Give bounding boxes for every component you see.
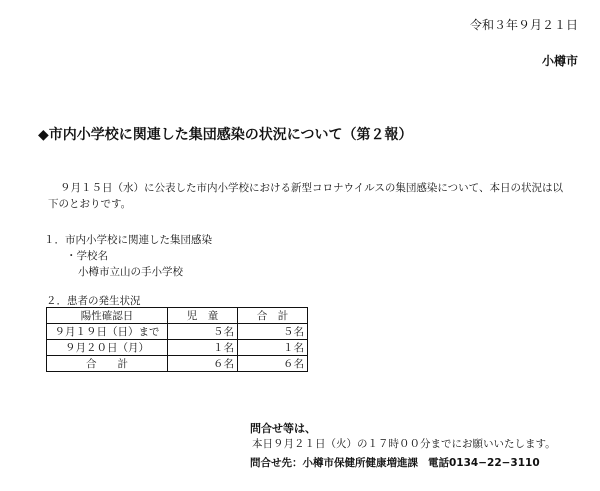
issuing-organization: 小樽市: [541, 54, 578, 68]
total-sum: ６名: [238, 356, 308, 372]
row-students: ５名: [168, 324, 238, 340]
total-label: 合 計: [47, 356, 168, 372]
row-date: ９月１９日（日）まで: [47, 324, 168, 340]
contact-label: 問合せ先：小樽市保健所健康増進課: [250, 457, 418, 469]
row-date: ９月２０日（月）: [47, 340, 168, 356]
school-name-label: ・学校名: [66, 250, 108, 262]
section-2-heading: ２．患者の発生状況: [46, 295, 141, 307]
table-row: [47, 340, 308, 356]
case-table: [46, 307, 308, 372]
section-1-heading: １．市内小学校に関連した集団感染: [44, 234, 212, 246]
row-total: ５名: [238, 324, 308, 340]
header-confirm-date: 陽性確認日: [47, 308, 168, 324]
table-total-row: [47, 356, 308, 372]
header-students: 児 童: [168, 308, 238, 324]
document-title: ◆市内小学校に関連した集団感染の状況について（第２報）: [38, 127, 413, 143]
row-total: １名: [238, 340, 308, 356]
table-header-row: [47, 308, 308, 324]
inquiry-deadline: 本日９月２１日（火）の１７時００分までにお願いいたします。: [252, 438, 556, 450]
contact-line: [250, 455, 550, 470]
total-students: ６名: [168, 356, 238, 372]
intro-paragraph: ９月１５日（水）に公表した市内小学校における新型コロナウイルスの集団感染について、本日の状況は以下のとおりです。: [48, 182, 563, 210]
row-students: １名: [168, 340, 238, 356]
school-name-value: 小樽市立山の手小学校: [78, 266, 183, 278]
inquiry-heading: 問合せ等は、: [250, 422, 316, 435]
contact-phone: 電話0134−22−3110: [428, 457, 540, 469]
document-date: 令和３年９月２１日: [469, 18, 578, 32]
header-total: 合 計: [238, 308, 308, 324]
table-row: [47, 324, 308, 340]
